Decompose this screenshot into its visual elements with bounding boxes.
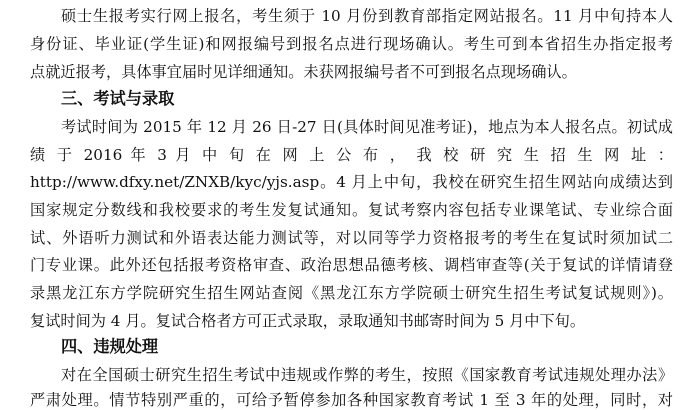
paragraph-line: 硕士生报考实行网上报名，考生须于 10 月份到教育部指定网站报名。11 月中旬持本人 bbox=[61, 7, 673, 25]
paragraph-line: 门专业课。此外还包括报考资格审查、政治思想品德考核、调档审查等(关于复试的详情请登 bbox=[30, 256, 673, 274]
paragraph-line: 录黑龙江东方学院研究生招生网站查阅《黑龙江东方学院硕士研究生招生考试复试规则》)。 bbox=[30, 284, 673, 302]
paragraph-line: http://www.dfxy.net/ZNXB/kyc/yjs.asp。4 月上中旬，我校在研究生招生网站向成绩达到 bbox=[30, 173, 673, 191]
paragraph-line: 试、外语听力测试和外语表达能力测试等，对以同等学力资格报考的考生在复试时须加试二 bbox=[30, 229, 673, 247]
paragraph-line: 绩 于 2016 年 3 月 中 旬 在 网 上 公 布 ， 我 校 研 究 生 招 生 网 址 ： bbox=[30, 146, 673, 164]
paragraph-line: 国家规定分数线和我校要求的考生发复试通知。复试考察内容包括专业课笔试、专业综合面 bbox=[30, 201, 673, 219]
paragraph-line: 复试时间为 4 月。复试合格者方可正式录取，录取通知书邮寄时间为 5 月中下旬。 bbox=[30, 312, 586, 330]
paragraph-line: 点就近报考，具体事宜届时见详细通知。未获网报编号者不可到报名点现场确认。 bbox=[30, 63, 577, 81]
paragraph-line: 对在全国硕士研究生招生考试中违规或作弊的考生，按照《国家教育考试违规处理办法》 bbox=[61, 366, 673, 384]
paragraph-line: 严肃处理。情节特别严重的，可给予暂停参加各种国家教育考试 1 至 3 年的处理，同时，对 bbox=[30, 391, 673, 409]
section-heading-violations: 四、违规处理 bbox=[61, 337, 159, 356]
paragraph-line: 考试时间为 2015 年 12 月 26 日-27 日(具体时间见准考证)，地点为本人报名点。初试成 bbox=[61, 118, 673, 136]
paragraph-line: 身份证、毕业证(学生证)和网报编号到报名点进行现场确认。考生可到本省招生办指定报考 bbox=[30, 35, 673, 53]
section-heading-exam: 三、考试与录取 bbox=[61, 89, 175, 108]
